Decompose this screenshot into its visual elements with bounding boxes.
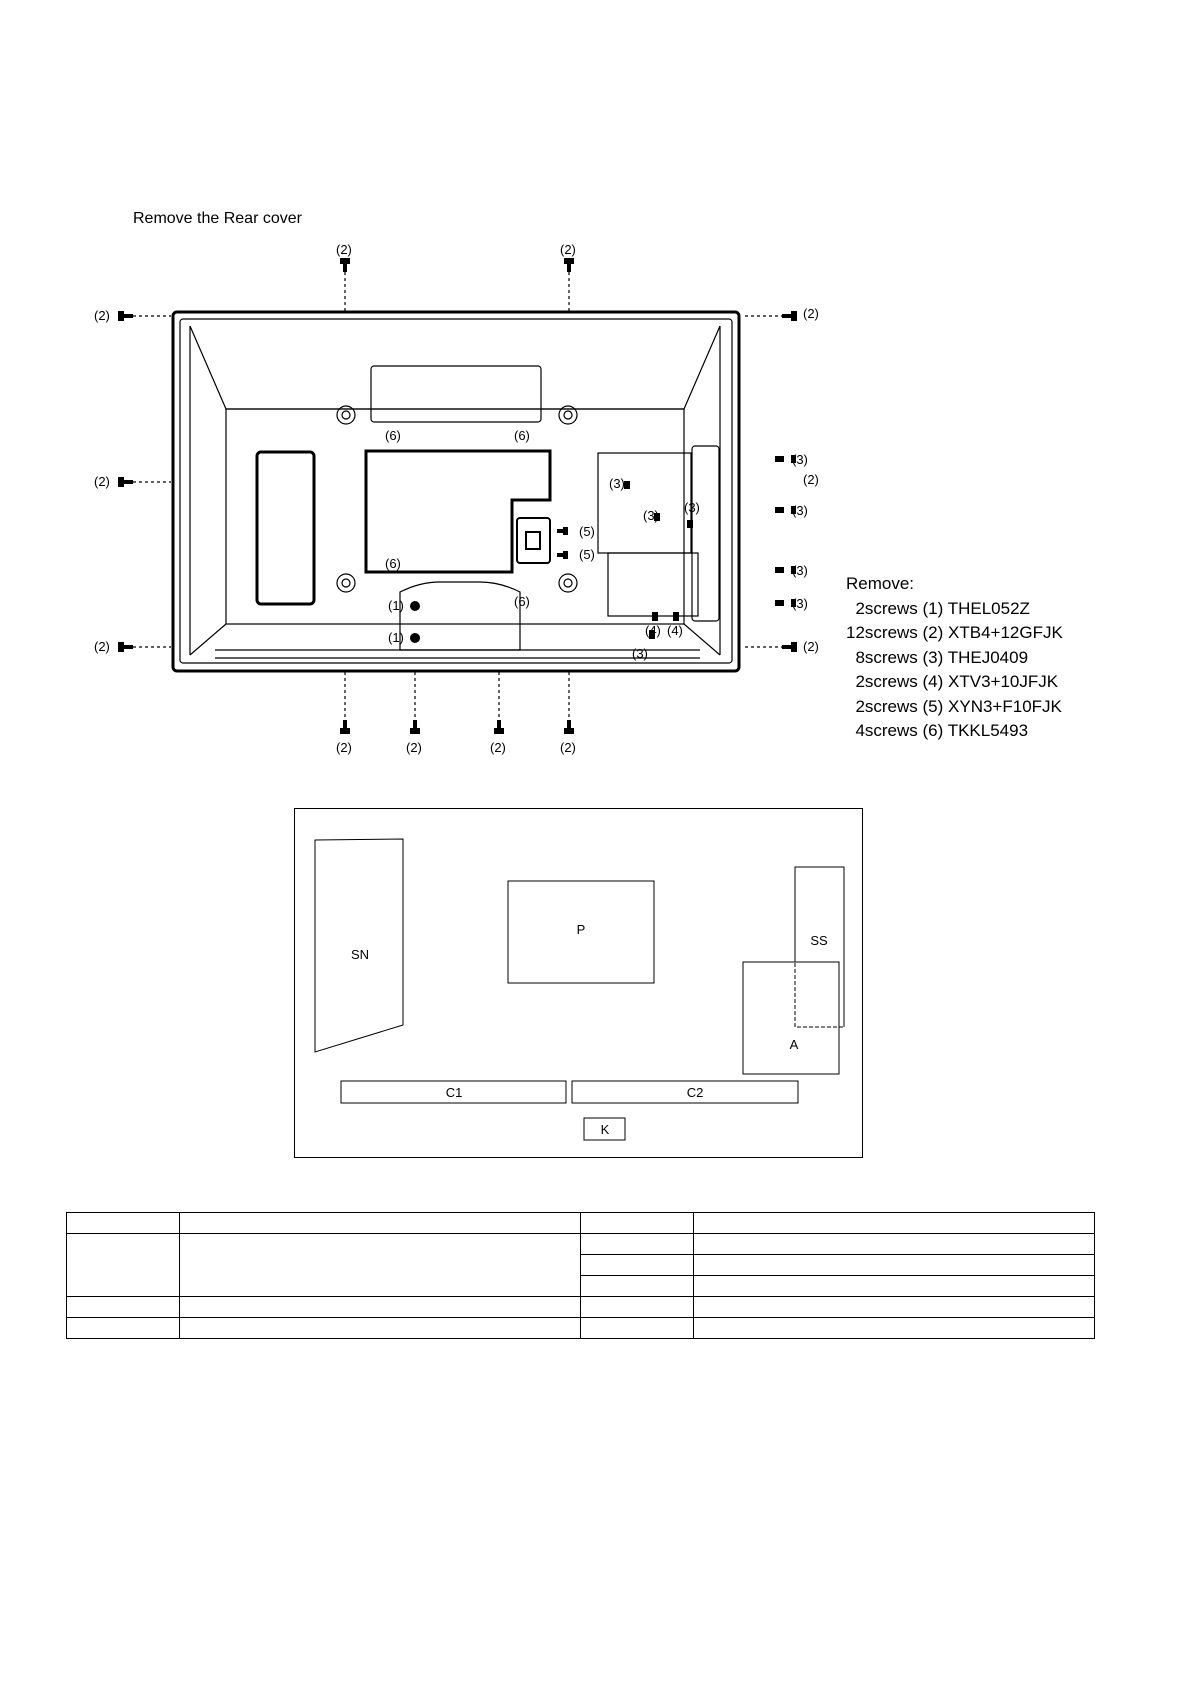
ac-inlet xyxy=(517,518,550,563)
screw-label-2: (2) xyxy=(336,740,352,755)
inner-panel xyxy=(190,326,720,409)
screw-label-2: (2) xyxy=(94,639,110,654)
table-cell xyxy=(694,1234,1095,1255)
board-label-c1: C1 xyxy=(445,1085,463,1100)
table-cell xyxy=(180,1213,581,1234)
board-label-c2: C2 xyxy=(686,1085,704,1100)
remove-item: 8screws (3) THEJ0409 xyxy=(846,647,1029,667)
screw-label-4: (4) xyxy=(667,623,683,638)
board-label-sn: SN xyxy=(350,947,370,962)
remove-item: 4screws (6) TKKL5493 xyxy=(846,721,1029,740)
screw-label-3: (3) xyxy=(609,476,625,491)
screw-label-2: (2) xyxy=(560,740,576,755)
screw-label-2: (2) xyxy=(803,639,819,654)
table-cell xyxy=(581,1297,694,1318)
screw-label-5: (5) xyxy=(579,547,595,562)
screw-label-2: (2) xyxy=(94,308,110,323)
table-cell xyxy=(67,1234,180,1297)
screw-label-3: (3) xyxy=(792,452,808,467)
table-cell xyxy=(180,1234,581,1297)
screw-label-6: (6) xyxy=(514,594,530,609)
board-label-ss: SS xyxy=(810,933,828,948)
table-cell xyxy=(581,1276,694,1297)
table-cell xyxy=(694,1255,1095,1276)
remove-item: 2screws (4) XTV3+10JFJK xyxy=(846,672,1059,691)
table-row xyxy=(67,1318,1095,1339)
screw-label-3: (3) xyxy=(792,563,808,578)
screw-label-2: (2) xyxy=(560,242,576,257)
table-cell xyxy=(581,1213,694,1234)
screw-removal-list xyxy=(846,572,1063,744)
table-row xyxy=(67,1213,1095,1234)
table-cell xyxy=(694,1318,1095,1339)
screw-label-2: (2) xyxy=(803,472,819,487)
table-cell xyxy=(67,1297,180,1318)
screw-label-2: (2) xyxy=(406,740,422,755)
board-label-k: K xyxy=(600,1122,610,1137)
screw-label-2: (2) xyxy=(803,306,819,321)
screw-label-2: (2) xyxy=(490,740,506,755)
table-cell xyxy=(180,1318,581,1339)
screw-label-6: (6) xyxy=(385,428,401,443)
terminal-cover xyxy=(598,453,691,553)
table-cell xyxy=(581,1255,694,1276)
screw-label-2: (2) xyxy=(94,474,110,489)
center-panel xyxy=(366,451,550,572)
remove-item: 12screws (2) XTB4+12GFJK xyxy=(846,623,1063,642)
screw-label-3: (3) xyxy=(643,508,659,523)
screw-label-5: (5) xyxy=(579,524,595,539)
page-heading: Remove the Rear cover xyxy=(133,210,302,227)
screw-label-4: (4) xyxy=(645,623,661,638)
table-cell xyxy=(67,1213,180,1234)
table-cell xyxy=(67,1318,180,1339)
screw-label-3: (3) xyxy=(684,500,700,515)
screw-label-1: (1) xyxy=(388,598,404,613)
board-c2 xyxy=(572,1081,798,1103)
board-label-a: A xyxy=(789,1037,799,1052)
remove-item: 2screws (1) THEL052Z xyxy=(846,598,1030,618)
table-cell xyxy=(694,1276,1095,1297)
parts-table xyxy=(66,1212,1095,1339)
table-cell xyxy=(694,1213,1095,1234)
screw-label-3: (3) xyxy=(632,646,648,661)
remove-item: 2screws (5) XYN3+F10FJK xyxy=(846,696,1062,716)
board-sn xyxy=(315,839,403,1052)
table-cell xyxy=(581,1234,694,1255)
table-cell xyxy=(581,1318,694,1339)
top-bracket xyxy=(371,366,541,422)
board-layout-diagram xyxy=(294,808,863,1158)
screw-label-1: (1) xyxy=(388,630,404,645)
remove-heading: Remove: xyxy=(846,574,915,593)
table-row xyxy=(67,1234,1095,1255)
screw-label-3: (3) xyxy=(792,503,808,518)
screw-label-3: (3) xyxy=(792,596,808,611)
screw-label-6: (6) xyxy=(385,556,401,571)
screw-label-2: (2) xyxy=(336,242,352,257)
screw-label-6: (6) xyxy=(514,428,530,443)
left-vent xyxy=(257,452,314,604)
table-cell xyxy=(180,1297,581,1318)
table-row xyxy=(67,1297,1095,1318)
table-cell xyxy=(694,1297,1095,1318)
board-a xyxy=(743,962,839,1074)
board-label-p: P xyxy=(576,922,586,937)
